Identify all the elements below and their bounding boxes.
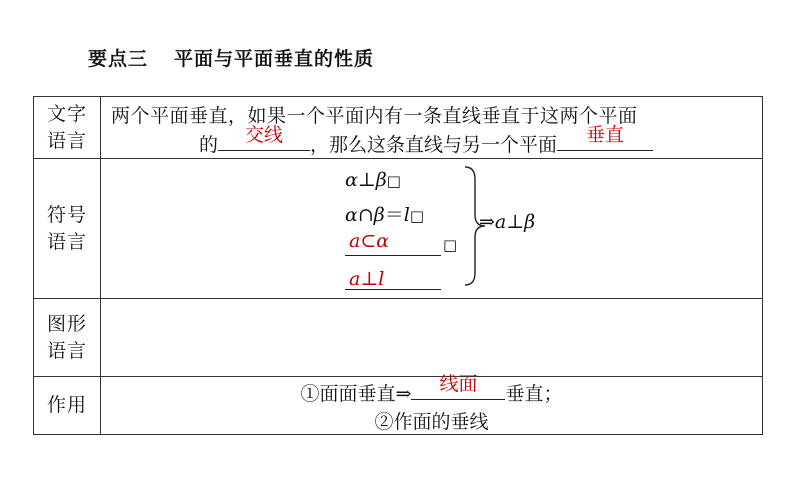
- answer-intersection-line: 交线: [245, 124, 284, 146]
- fill-blank-perpendicular: [557, 124, 653, 151]
- box-marker: □: [443, 236, 458, 254]
- table-row-text-language: [34, 97, 763, 159]
- fill-blank-intersection: [218, 124, 310, 151]
- condition-planes-perpendicular: α⊥β□: [345, 169, 401, 191]
- section-number: 要点三: [88, 48, 149, 70]
- usage-line-1: ①面面垂直⇒ 线面 垂直；: [101, 379, 762, 406]
- conclusion-perpendicular: ⇒a⊥β: [479, 211, 536, 233]
- fill-blank-line-in-plane: [345, 255, 441, 256]
- section-heading: [88, 44, 374, 71]
- answer-perpendicular: 垂直: [586, 124, 625, 146]
- fill-blank-line-plane: [411, 373, 505, 400]
- answer-line-plane: 线面: [439, 373, 478, 395]
- answer-line-in-plane: a⊂α: [349, 230, 390, 252]
- usage-cell: [101, 373, 763, 435]
- table-row-usage: [34, 377, 763, 435]
- answer-line-perpendicular-to-l: a⊥l: [349, 268, 385, 290]
- statement-line-1: 两个平面垂直，如果一个平面内有一条直线垂直于这两个平面: [111, 105, 638, 127]
- usage-line-2: ②作面的垂线: [374, 411, 489, 433]
- table-row-symbol-language: [34, 159, 763, 299]
- text-language-cell: [101, 97, 763, 159]
- row-label-symbol-language: 符号 语言: [34, 159, 101, 299]
- symbol-language-cell: [101, 159, 763, 299]
- row-label-figure-language: 图形 语言: [34, 299, 101, 377]
- property-table: [33, 96, 763, 435]
- condition-intersection: α∩β＝l□: [345, 204, 425, 226]
- row-label-usage: 作用: [34, 377, 101, 435]
- section-title: 平面与平面垂直的性质: [174, 48, 375, 70]
- figure-language-cell: [101, 299, 763, 377]
- row-label-text-language: 文字 语言: [34, 97, 101, 159]
- statement-line-2: 的 交线 ，那么这条直线与另一个平面 垂直: [199, 130, 653, 157]
- fill-blank-perpendicular-to-l: [345, 289, 441, 290]
- table-row-figure-language: [34, 299, 763, 377]
